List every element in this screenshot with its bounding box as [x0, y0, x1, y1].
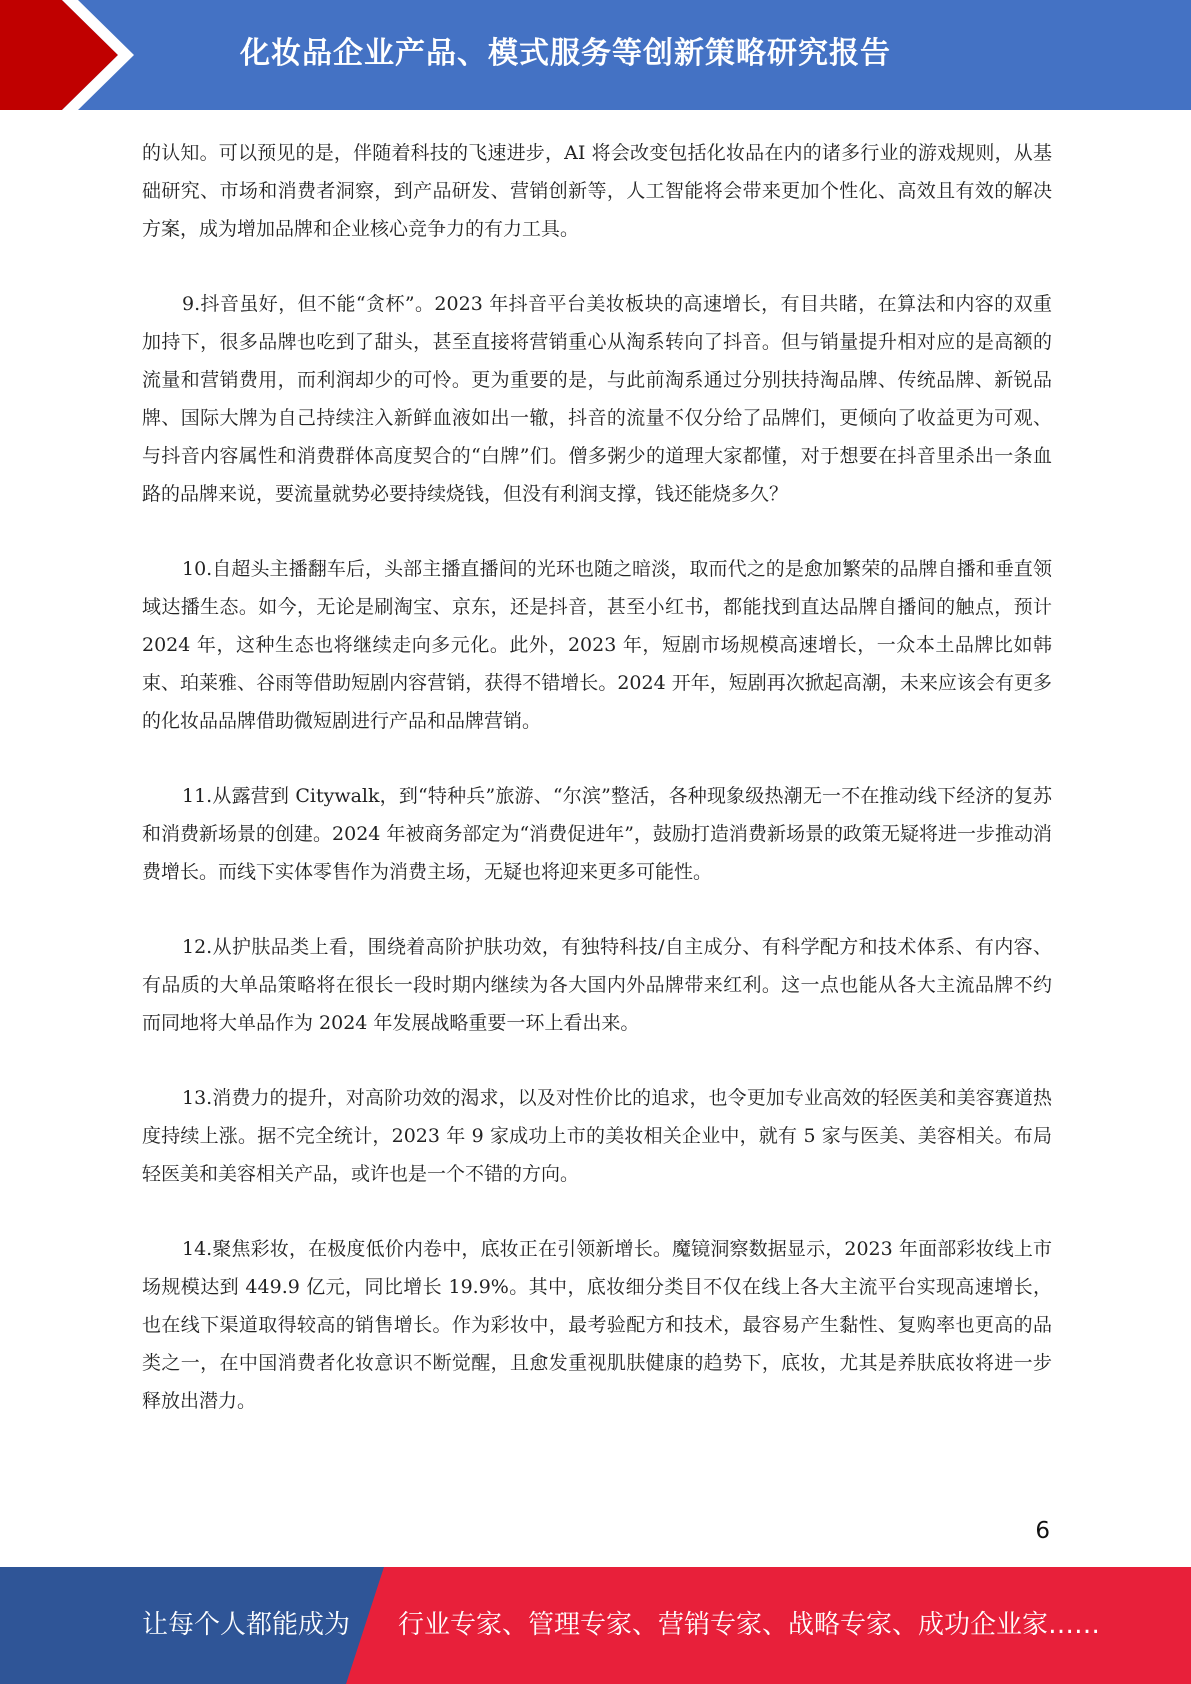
paragraph-9: 9.抖音虽好，但不能“贪杯”。2023 年抖音平台美妆板块的高速增长，有目共睹，在算法和内容的双重加持下，很多品牌也吃到了甜头，甚至直接将营销重心从淘系转向了抖音。但与销量提升相对应的是高额的流量和营销费用，而利润却少的可怜。更为重要的是，与此前淘系通过分别扶持淘品牌、传统品牌、新锐品牌、国际大牌为自己持续注入新鲜血液如出一辙，抖音的流量不仅分给了品牌们，更倾向了收益更为可观、与抖音内容属性和消费群体高度契合的“白牌”们。僧多粥少的道理大家都懂，对于想要在抖音里杀出一条血路的品牌来说，要流量就势必要持续烧钱，但没有利润支撑，钱还能烧多久？ [142, 293, 1052, 505]
paragraph-10: 10.自超头主播翻车后，头部主播直播间的光环也随之暗淡，取而代之的是愈加繁荣的品牌自播和垂直领域达播生态。如今，无论是刷淘宝、京东，还是抖音，甚至小红书，都能找到直达品牌自播间的触点，预计 2024 年，这种生态也将继续走向多元化。此外，2023 年，短剧市场规模高速增长，一众本土品牌比如韩束、珀莱雅、谷雨等借助短剧内容营销，获得不错增长。2024 开年，短剧再次掀起高潮，未来应该会有更多的化妆品品牌借助微短剧进行产品和品牌营销。 [142, 558, 1052, 732]
footer-slogan-left: 让每个人都能成为 [142, 1610, 351, 1640]
footer-slogan-right: 行业专家、管理专家、营销专家、战略专家、成功企业家…… [398, 1610, 1101, 1640]
paragraph-11: 11.从露营到 Citywalk，到“特种兵”旅游、“尔滨”整活，各种现象级热潮无一不在推动线下经济的复苏和消费新场景的创建。2024 年被商务部定为“消费促进年”，鼓励打造消费新场景的政策无疑将进一步推动消费增长。而线下实体零售作为消费主场，无疑也将迎来更多可能性。 [142, 785, 1052, 883]
paragraph-continuation: 的认知。可以预见的是，伴随着科技的飞速进步，AI 将会改变包括化妆品在内的诸多行业的游戏规则，从基础研究、市场和消费者洞察，到产品研发、营销创新等，人工智能将会带来更加个性化、高效且有效的解决方案，成为增加品牌和企业核心竞争力的有力工具。 [142, 142, 1052, 240]
report-title: 化妆品企业产品、模式服务等创新策略研究报告 [240, 36, 891, 71]
paragraph-14: 14.聚焦彩妆，在极度低价内卷中，底妆正在引领新增长。魔镜洞察数据显示，2023 年面部彩妆线上市场规模达到 449.9 亿元，同比增长 19.9%。其中，底妆细分类目不仅在线上各大主流平台实现高速增长，也在线下渠道取得较高的销售增长。作为彩妆中，最考验配方和技术，最容易产生黏性、复购率也更高的品类之一，在中国消费者化妆意识不断觉醒，且愈发重视肌肤健康的趋势下，底妆，尤其是养肤底妆将进一步释放出潜力。 [142, 1238, 1052, 1412]
paragraph-13: 13.消费力的提升，对高阶功效的渴求，以及对性价比的追求，也令更加专业高效的轻医美和美容赛道热度持续上涨。据不完全统计，2023 年 9 家成功上市的美妆相关企业中，就有 5 家与医美、美容相关。布局轻医美和美容相关产品，或许也是一个不错的方向。 [142, 1087, 1052, 1185]
page-number: 6 [1035, 1518, 1050, 1544]
body-text [142, 134, 1052, 1457]
header-arrow-decoration [0, 0, 150, 110]
paragraph-12: 12.从护肤品类上看，围绕着高阶护肤功效，有独特科技/自主成分、有科学配方和技术体系、有内容、有品质的大单品策略将在很长一段时期内继续为各大国内外品牌带来红利。这一点也能从各大主流品牌不约而同地将大单品作为 2024 年发展战略重要一环上看出来。 [142, 936, 1052, 1034]
page-header [0, 0, 1191, 110]
page-footer [0, 1567, 1191, 1684]
